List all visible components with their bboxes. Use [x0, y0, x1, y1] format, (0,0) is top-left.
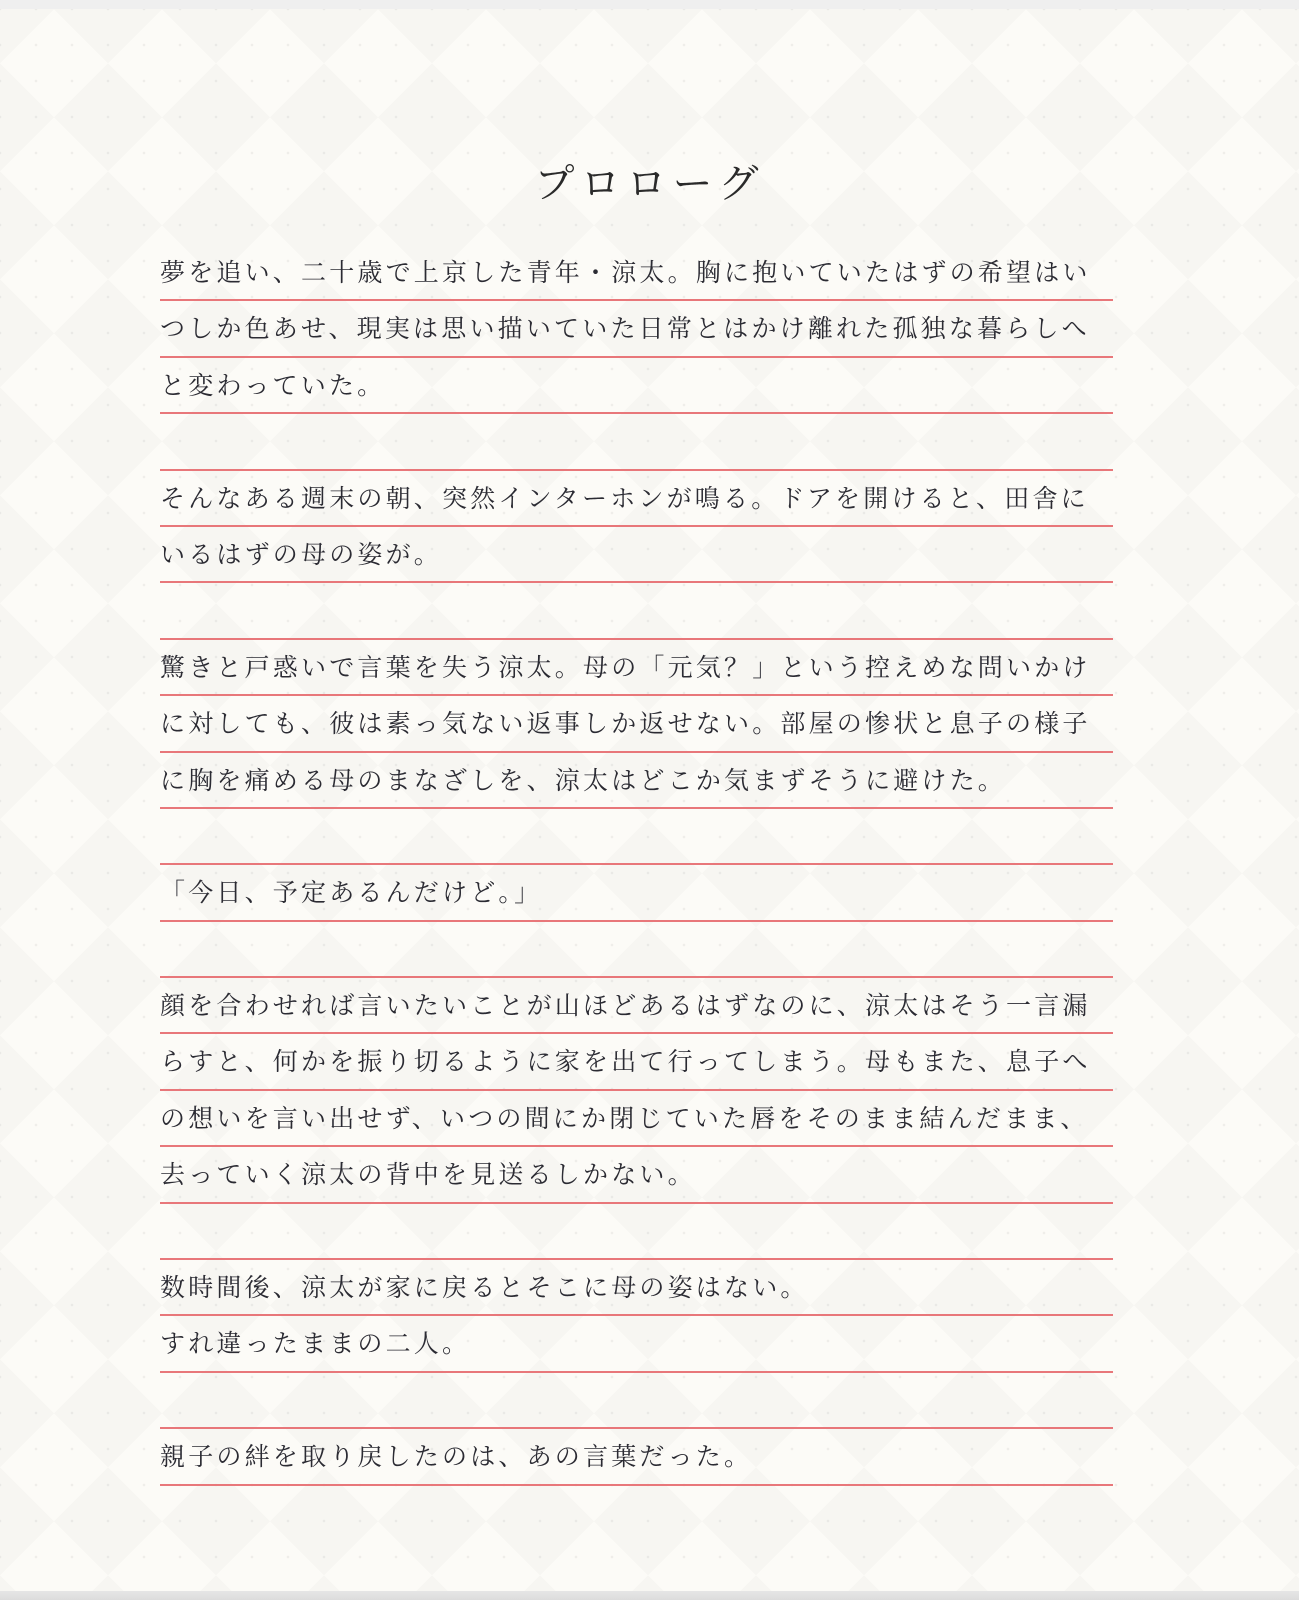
blank-line: [160, 583, 1113, 639]
text-line: すれ違ったままの二人。: [160, 1316, 1113, 1372]
blank-line: [160, 809, 1113, 865]
text-line: 夢を追い、二十歳で上京した青年・涼太。胸に抱いていたはずの希望はい: [160, 245, 1113, 301]
text-line: らすと、何かを振り切るように家を出て行ってしまう。母もまた、息子へ: [160, 1034, 1113, 1090]
blank-line: [160, 1204, 1113, 1260]
text-line: に胸を痛める母のまなざしを、涼太はどこか気まずそうに避けた。: [160, 753, 1113, 809]
blank-line: [160, 922, 1113, 978]
top-bar: [0, 0, 1299, 9]
blank-line: [160, 1373, 1113, 1429]
text-line: と変わっていた。: [160, 358, 1113, 414]
text-line: の想いを言い出せず、いつの間にか閉じていた唇をそのまま結んだまま、: [160, 1091, 1113, 1147]
blank-line: [160, 414, 1113, 470]
text-line: 「今日、予定あるんだけど。」: [160, 865, 1113, 921]
text-line: 数時間後、涼太が家に戻るとそこに母の姿はない。: [160, 1260, 1113, 1316]
text-line: つしか色あせ、現実は思い描いていた日常とはかけ離れた孤独な暮らしへ: [160, 301, 1113, 357]
text-line: 親子の絆を取り戻したのは、あの言葉だった。: [160, 1429, 1113, 1485]
page-title: プロローグ: [534, 160, 765, 207]
text-line: 去っていく涼太の背中を見送るしかない。: [160, 1147, 1113, 1203]
text-line: に対しても、彼は素っ気ない返事しか返せない。部屋の惨状と息子の様子: [160, 696, 1113, 752]
bottom-bar: [0, 1591, 1299, 1600]
text-line: 顔を合わせれば言いたいことが山ほどあるはずなのに、涼太はそう一言漏: [160, 978, 1113, 1034]
prologue-page: [0, 9, 1299, 1591]
text-line: 驚きと戸惑いで言葉を失う涼太。母の「元気？」という控えめな問いかけ: [160, 640, 1113, 696]
ruled-text-body: [160, 245, 1113, 1486]
text-line: いるはずの母の姿が。: [160, 527, 1113, 583]
text-line: そんなある週末の朝、突然インターホンが鳴る。ドアを開けると、田舎に: [160, 471, 1113, 527]
